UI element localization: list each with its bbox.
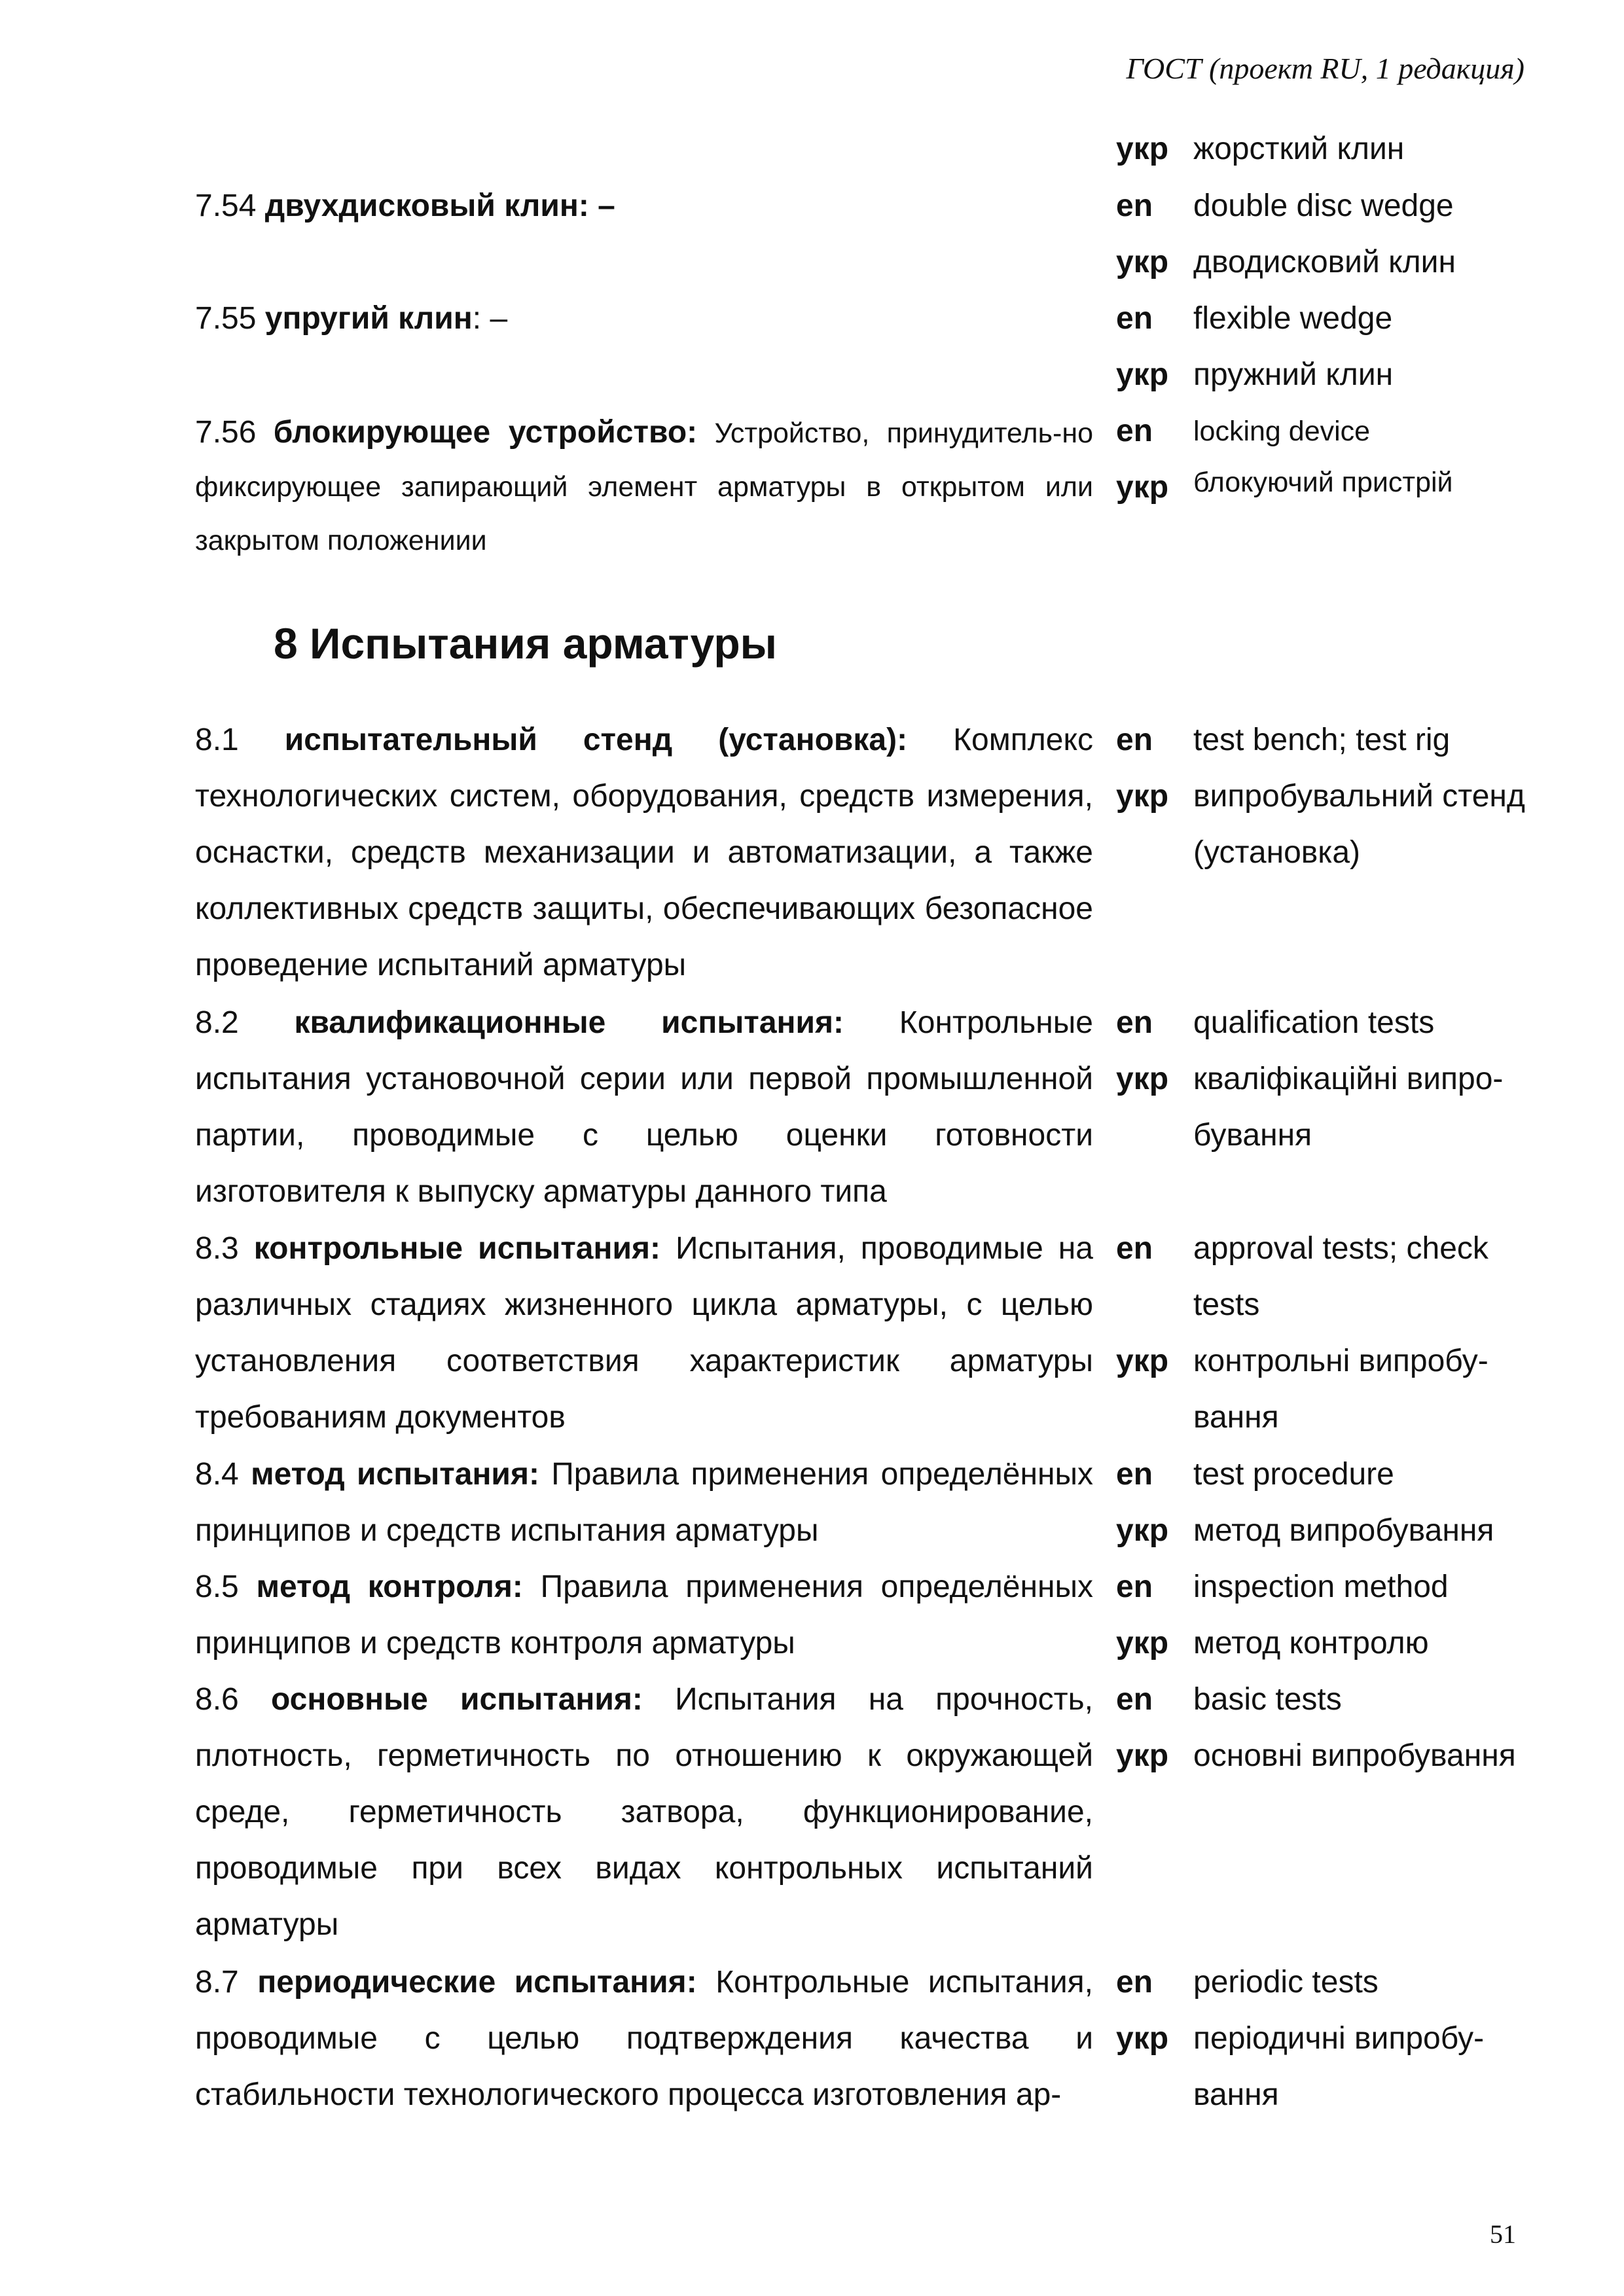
translation-ukr: кваліфікаційні випро-бування — [1193, 1062, 1504, 1153]
translation-ukr: дводисковий клин — [1193, 245, 1456, 279]
lang-label-en: en — [1116, 1231, 1153, 1266]
term-entry: 8.3 контрольные испытания: Испытания, проводимые на различных стадиях жизненного цикла арматуры, с целью установления соответствия характеристик арматуры требованиям документов — [195, 1231, 1093, 1435]
lang-label-ukr: укр — [1116, 1626, 1169, 1660]
translation-ukr: метод випробування — [1193, 1513, 1494, 1548]
lang-label-en: en — [1116, 1005, 1153, 1040]
term-name: основные испытания: — [270, 1682, 643, 1717]
term-entry: 8.6 основные испытания: Испытания на прочность, плотность, герметичность по отношению к окружающей среде, герметичность затвора, функционирование, проводимые при всех видах контрольных испытаний арматуры — [195, 1682, 1093, 1942]
term-entry: 8.1 испытательный стенд (установка): Комплекс технологических систем, оборудования, средств измерения, оснастки, средств механизации и автоматизации, а также коллективных средств защиты, обеспечивающих безопасное проведение испытаний арматуры — [195, 723, 1093, 982]
translation-ukr: метод контролю — [1193, 1626, 1429, 1660]
translation-ukr: жорсткий клин — [1193, 132, 1405, 166]
term-entry: 8.5 метод контроля: Правила применения определённых принципов и средств контроля арматуры — [195, 1570, 1093, 1660]
term-name: метод испытания: — [251, 1457, 539, 1492]
term-entry: 8.2 квалификационные испытания: Контрольные испытания установочной серии или первой промышленной партии, проводимые с целью оценки готовности изготовителя к выпуску арматуры данного типа — [195, 1005, 1093, 1209]
translation-en: periodic tests — [1193, 1965, 1379, 2000]
term-name: блокирующее устройство: — [273, 415, 698, 450]
term-entry: 8.7 периодические испытания: Контрольные испытания, проводимые с целью подтверждения качества и стабильности технологического процесса изготовления ар- — [195, 1965, 1094, 2112]
lang-label-ukr: укр — [1116, 1738, 1169, 1773]
translation-ukr: блокуючий пристрій — [1193, 467, 1453, 498]
term-name: квалификационные испытания: — [294, 1005, 844, 1040]
lang-label-en: en — [1116, 1457, 1153, 1492]
term-name: периодические испытания: — [257, 1965, 697, 2000]
term-name: упругий клин — [264, 301, 473, 336]
lang-label-ukr: укр — [1116, 1513, 1169, 1548]
term-name: испытательный стенд (установка): — [284, 723, 908, 757]
translation-ukr: пружний клин — [1193, 357, 1394, 392]
translation-en: basic tests — [1193, 1682, 1342, 1717]
page-number: 51 — [1490, 2219, 1516, 2249]
translation-en: qualification tests — [1193, 1005, 1435, 1040]
translation-en: flexible wedge — [1193, 301, 1393, 336]
lang-label-ukr: укр — [1116, 779, 1169, 814]
term-entry: 8.4 метод испытания: Правила применения определённых принципов и средств испытания арматуры — [195, 1457, 1093, 1548]
term-name: метод контроля: — [256, 1570, 523, 1604]
lang-label-en: en — [1116, 723, 1153, 757]
lang-label-en: en — [1116, 1570, 1153, 1604]
lang-label-en: en — [1116, 1965, 1153, 2000]
lang-label-ukr: укр — [1116, 1344, 1169, 1378]
translation-ukr: випробувальний стенд (установка) — [1193, 779, 1525, 870]
translation-en: test bench; test rig — [1193, 723, 1451, 757]
term-entry: 7.55 упругий клин: – — [195, 301, 508, 336]
term-name: контрольные испытания: — [253, 1231, 660, 1266]
translation-ukr: періодичні випробу-вання — [1193, 2021, 1485, 2112]
lang-label-en: en — [1116, 301, 1153, 336]
term-entry: 7.56 блокирующее устройство: Устройство, принудитель-но фиксирующее запирающий элемент арматуры в открытом или закрытом положениии — [195, 415, 1093, 556]
lang-label-en: en — [1116, 414, 1153, 448]
translation-ukr: контрольні випробу-вання — [1193, 1344, 1489, 1435]
lang-label-ukr: укр — [1116, 1062, 1169, 1096]
translation-ukr: основні випробування — [1193, 1738, 1516, 1773]
lang-label-en: en — [1116, 1682, 1153, 1717]
translation-en: approval tests; check tests — [1193, 1231, 1489, 1322]
translation-en: double disc wedge — [1193, 188, 1454, 223]
lang-label-ukr: укр — [1116, 2021, 1169, 2056]
translation-en: locking device — [1193, 416, 1371, 447]
section-heading: 8 Испытания арматуры — [274, 619, 778, 668]
term-name: двухдисковый клин: – — [264, 188, 615, 223]
term-entry: 7.54 двухдисковый клин: – — [195, 188, 615, 223]
lang-label-en: en — [1116, 188, 1153, 223]
lang-label-ukr: укр — [1116, 245, 1169, 279]
page-header: ГОСТ (проект RU, 1 редакция) — [1126, 52, 1525, 85]
translation-en: test procedure — [1193, 1457, 1394, 1492]
lang-label-ukr: укр — [1116, 470, 1169, 505]
translation-en: inspection method — [1193, 1570, 1449, 1604]
lang-label-ukr: укр — [1116, 357, 1169, 392]
lang-label-ukr: укр — [1116, 132, 1169, 166]
